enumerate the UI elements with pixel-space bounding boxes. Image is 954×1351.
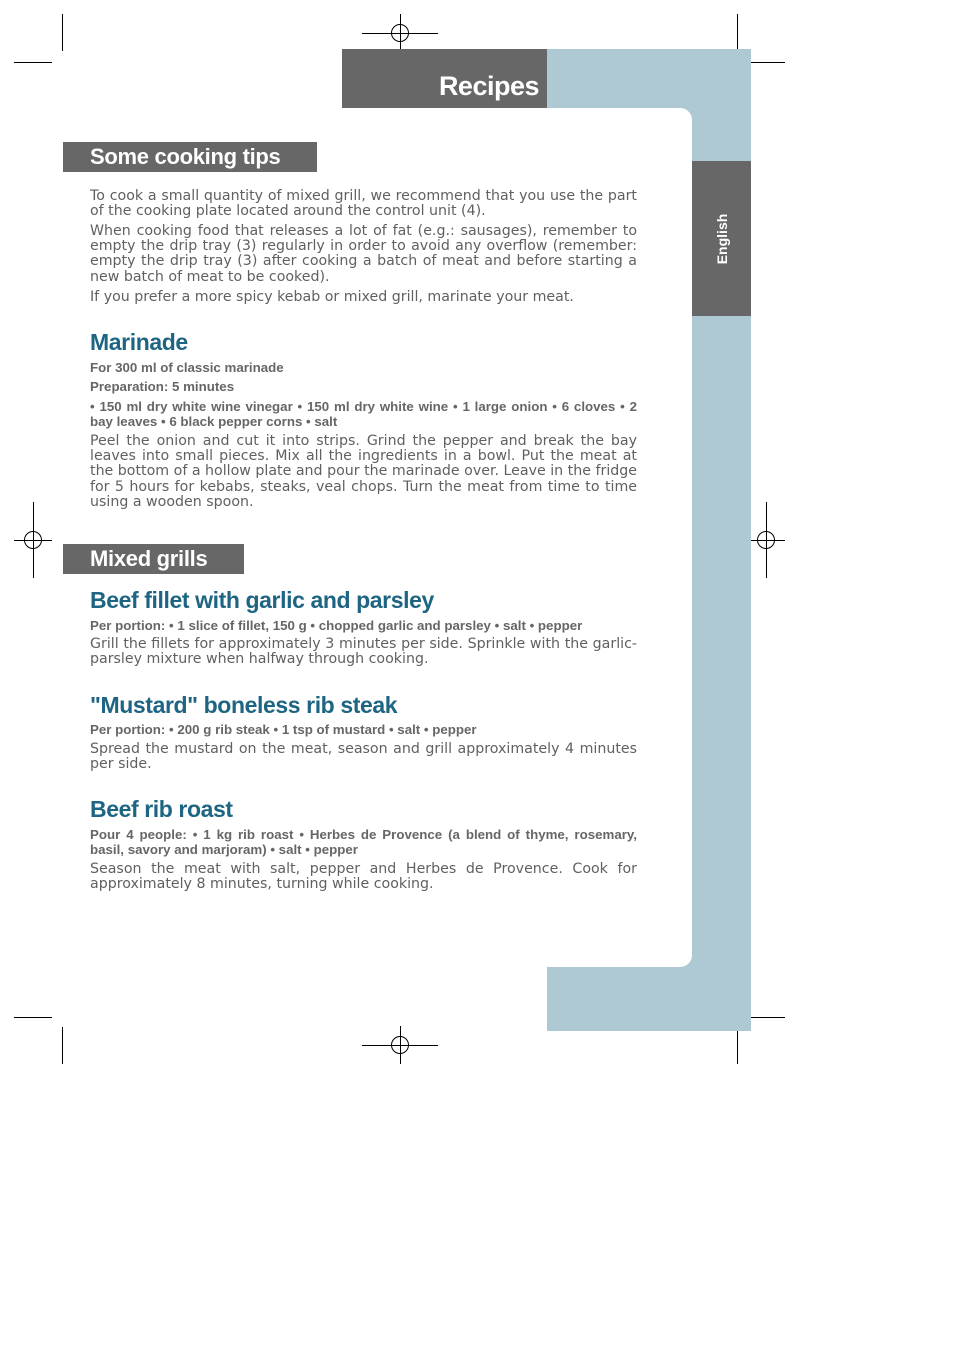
language-tab[interactable]: [692, 161, 751, 316]
recipe-method: Grill the fillets for approximately 3 minutes per side. Sprinkle with the garlic-parsley mixture when halfway through cooking.: [90, 636, 637, 668]
recipe-method: Season the meat with salt, pepper and Herbes de Provence. Cook for approximately 8 minutes, turning while cooking.: [90, 861, 637, 893]
page-title: Recipes: [438, 71, 539, 101]
tip-paragraph: To cook a small quantity of mixed grill, we recommend that you use the part of the cooking plate located around the control unit (4).: [90, 188, 637, 220]
section-heading-cooking-tips: Some cooking tips: [63, 142, 317, 172]
marinade-quantity: For 300 ml of classic marinade: [90, 360, 284, 375]
recipe-title: Beef fillet with garlic and parsley: [90, 587, 434, 613]
marinade-method: Peel the onion and cut it into strips. Grind the pepper and break the bay leaves into small pieces. Mix all the ingredients in a bowl. Put the meat at the bottom of a hollow plate and pour the marinade over. Leave in the fridge for 5 hours for kebabs, steaks, veal chops. Turn the meat from time to time using a wooden spoon.: [90, 433, 637, 510]
recipe-portion: Per portion: • 1 slice of fillet, 150 g • chopped garlic and parsley • salt • pepper: [90, 618, 583, 633]
language-tab-label: English: [713, 213, 730, 264]
recipe-title: Beef rib roast: [90, 796, 233, 822]
marinade-ingredients: • 150 ml dry white wine vinegar • 150 ml dry white wine • 1 large onion • 6 cloves • 2 bay leaves • 6 black pepper corns • salt: [90, 399, 637, 429]
recipe-portion: Per portion: • 200 g rib steak • 1 tsp of mustard • salt • pepper: [90, 722, 477, 737]
tip-paragraph: If you prefer a more spicy kebab or mixed grill, marinate your meat.: [90, 289, 574, 305]
recipe-title: "Mustard" boneless rib steak: [90, 692, 398, 718]
recipe-method: Spread the mustard on the meat, season and grill approximately 4 minutes per side.: [90, 741, 637, 773]
recipe-portion: Pour 4 people: • 1 kg rib roast • Herbes de Provence (a blend of thyme, rosemary, basil, savory and marjoram) • salt • pepper: [90, 827, 637, 857]
tip-paragraph: When cooking food that releases a lot of fat (e.g.: sausages), remember to empty the drip tray (3) regularly in order to avoid any overflow (remember: empty the drip tray (3) after cooking a batch of meat and before starting a new batch of meat to be cooked).: [90, 223, 637, 285]
recipe-title-marinade: Marinade: [90, 329, 188, 355]
section-heading-mixed-grills: Mixed grills: [63, 544, 244, 574]
title-bar: [342, 49, 547, 108]
marinade-preparation: Preparation: 5 minutes: [90, 379, 235, 394]
